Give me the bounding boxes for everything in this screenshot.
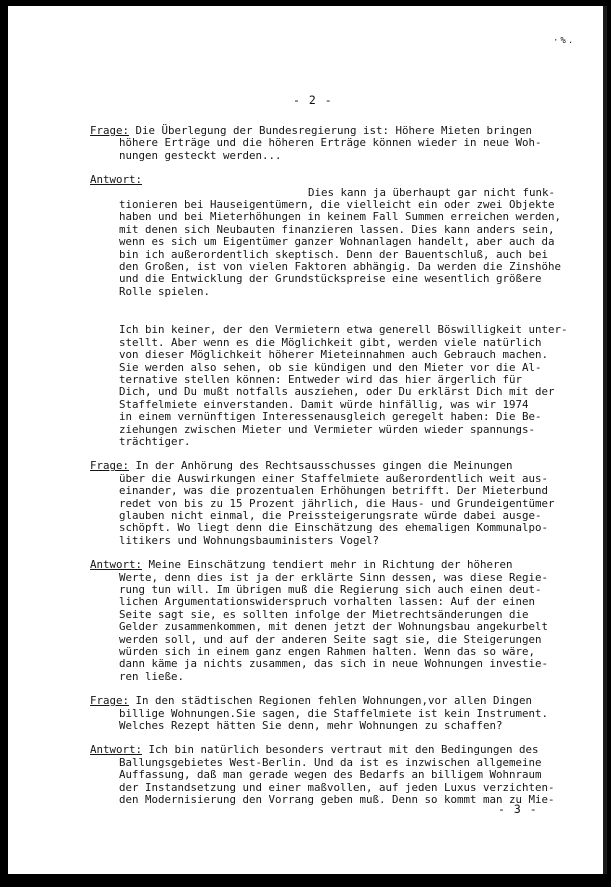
answer-3 bbox=[90, 744, 600, 806]
text-line: litikers und Wohnungsbauministers Vogel? bbox=[119, 533, 380, 547]
text-line: und die Entwicklung der Grundstückspreise eine wesentlich größere bbox=[119, 272, 542, 286]
question-label: Frage: bbox=[90, 694, 130, 708]
answer-label: Antwort: bbox=[90, 743, 143, 757]
text-line: Die Überlegung der Bundesregierung ist: Höhere Mieten bringen bbox=[135, 124, 533, 137]
text-line: würden sich in einem ganz engen Rahmen halten. Wenn das so wäre, bbox=[119, 645, 536, 659]
question-3 bbox=[90, 695, 600, 732]
question-2 bbox=[90, 460, 600, 547]
text-line: schöpft. Wo liegt denn die Einschätzung des ehemaligen Kommunalpo- bbox=[119, 521, 549, 535]
text-line: Ich bin keiner, der den Vermietern etwa generell Böswilligkeit unter- bbox=[119, 323, 568, 337]
text-line: Dich, und Du mußt notfalls ausziehen, oder Du erklärst Dich mit der bbox=[119, 385, 555, 399]
text-line: wenn es sich um Eigentümer ganzer Wohnanlagen handelt, aber auch da bbox=[119, 235, 555, 249]
text-line: In der Anhörung des Rechtsausschusses gingen die Meinungen bbox=[135, 459, 513, 473]
text-line: Welches Rezept hätten Sie denn, mehr Wohnungen zu schaffen? bbox=[119, 719, 503, 733]
text-line: Werte, denn dies ist ja der erklärte Sinn dessen, was diese Regie- bbox=[119, 570, 549, 584]
text-line: stellt. Aber wenn es die Möglichkeit gibt, werden viele natürlich bbox=[119, 335, 542, 349]
text-line: billige Wohnungen.Sie sagen, die Staffelmiete ist kein Instrument. bbox=[119, 706, 549, 720]
text-line: ternative stellen können: Entweder wird das hier ärgerlich für bbox=[119, 372, 523, 386]
text-line: ren ließe. bbox=[119, 669, 185, 683]
text-line: rung tun will. Im übrigen muß die Regierung sich auch einen deut- bbox=[119, 583, 542, 596]
answer-label: Antwort: bbox=[90, 173, 143, 187]
text-line: der Instandsetzung und einer maßvollen, auf jeden Luxus verzichten- bbox=[119, 780, 555, 794]
text-line: Seite sagt sie, es sollten infolge der Mietrechtsänderungen die bbox=[119, 607, 529, 621]
answer-2 bbox=[90, 559, 600, 683]
answer-1-continued bbox=[90, 324, 600, 448]
text-line: Ballungsgebietes West-Berlin. Und da ist es inzwischen allgemeine bbox=[119, 755, 542, 769]
text-line: Rolle spielen. bbox=[119, 284, 211, 298]
text-line: Ich bin natürlich besonders vertraut mit den Bedingungen des bbox=[148, 743, 539, 757]
text-line: den Großen, ist von vielen Faktoren abhängig. Da werden die Zinshöhe bbox=[119, 260, 562, 274]
question-1 bbox=[90, 125, 600, 162]
text-line: tionieren bei Hauseigentümern, die vielleicht ein oder zwei Objekte bbox=[119, 198, 555, 212]
text-line: Gelder zusammenkommen, mit denen jetzt der Wohnungsbau angekurbelt bbox=[119, 620, 549, 634]
text-line: über die Auswirkungen einer Staffelmiete außerordentlich weit aus- bbox=[119, 471, 549, 485]
text-line: Sie werden also sehen, ob sie kündigen und den Mieter vor die Al- bbox=[119, 360, 542, 374]
text-line: bin ich außerordentlich skeptisch. Denn der Bauentschluß, auch bei bbox=[119, 247, 549, 261]
text-line: Meine Einschätzung tendiert mehr in Richtung der höheren bbox=[148, 558, 513, 572]
text-line: Auffassung, daß man gerade wegen des Bedarfs an billigem Wohnraum bbox=[119, 768, 542, 782]
text-line: von dieser Möglichkeit höherer Mieteinnahmen auch Gebrauch machen. bbox=[119, 348, 549, 362]
text-line: höhere Erträge und die höheren Erträge können wieder in neue Woh- bbox=[119, 136, 542, 150]
interview-text bbox=[90, 125, 600, 807]
answer-label: Antwort: bbox=[90, 558, 143, 572]
text-line: nungen gesteckt werden... bbox=[119, 148, 282, 162]
text-line: In den städtischen Regionen fehlen Wohnungen,vor allen Dingen bbox=[135, 694, 533, 708]
text-line: einander, was die prozentualen Erhöhungen betrifft. Der Mieterbund bbox=[119, 484, 549, 498]
text-line: haben und bei Mieterhöhungen in keinem Fall Summen erreichen werden, bbox=[119, 210, 562, 224]
text-line: mit denen sich Neubauten finanzieren lassen. Dies kann anders sein, bbox=[119, 222, 555, 236]
text-line: glauben nicht einmal, die Preissteigerungsrate würde dabei ausge- bbox=[119, 508, 542, 522]
text-line: redet von bis zu 15 Prozent jährlich, die Haus- und Grundeigentümer bbox=[119, 496, 555, 510]
text-line: trächtiger. bbox=[119, 434, 191, 448]
text-line: werden soll, und auf der anderen Seite sagt sie, die Steigerungen bbox=[119, 632, 542, 646]
text-line: in einem vernünftigen Interessenausgleich geregelt haben: Die Be- bbox=[119, 410, 542, 424]
text-line: ziehungen zwischen Mieter und Vermieter würden wieder spannungs- bbox=[119, 422, 536, 436]
text-line: lichen Argumentationswiderspruch vorhalten lassen: Auf der einen bbox=[119, 595, 536, 609]
question-label: Frage: bbox=[90, 124, 130, 137]
corner-mark: ·%. bbox=[553, 36, 576, 46]
text-line: Dies kann ja überhaupt gar nicht funk- bbox=[308, 185, 556, 199]
question-label: Frage: bbox=[90, 459, 130, 473]
page-number: - 2 - bbox=[293, 93, 333, 107]
answer-1 bbox=[90, 174, 600, 298]
text-line: den Modernisierung den Vorrang geben muß. Denn so kommt man zu Mie- bbox=[119, 793, 555, 807]
text-line: dann käme ja nichts zusammen, das sich in neue Wohnungen investie- bbox=[119, 657, 549, 671]
next-page-number: - 3 - bbox=[498, 802, 538, 816]
document-page bbox=[8, 6, 607, 874]
text-line: Staffelmiete einverstanden. Damit würde hinfällig, was wir 1974 bbox=[119, 397, 529, 411]
